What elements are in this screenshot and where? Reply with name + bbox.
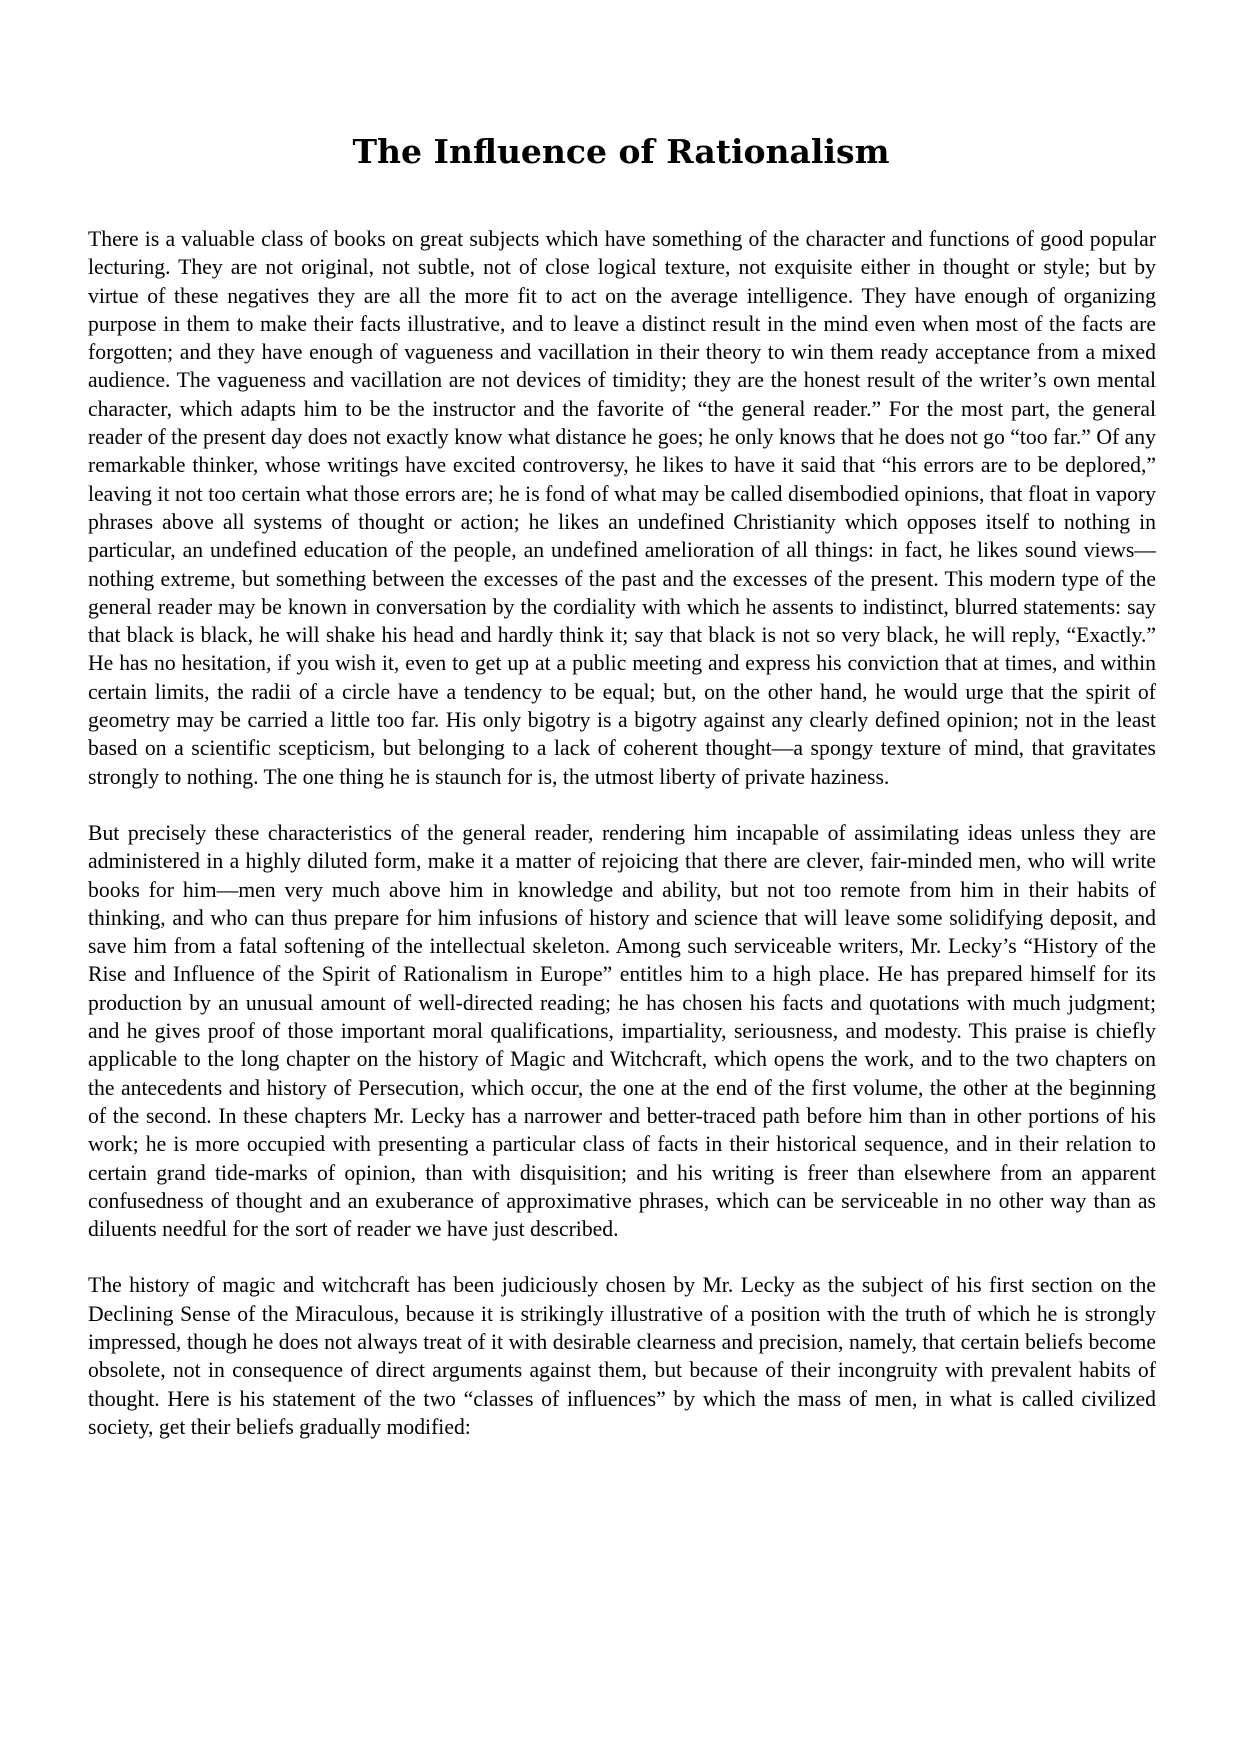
paragraph-2: But precisely these characteristics of the general reader, rendering him incapable of assimilating ideas unless they are administered in a highly diluted form, make it a matter of rejoicing that there are clever, fair-minded men, who will write books for him—men very much above him in knowledge and ability, but not too remote from him in their habits of thinking, and who can thus prepare for him infusions of history and science that will leave some solidifying deposit, and save him from a fatal softening of the intellectual skeleton. Among such serviceable writers, Mr. Lecky’s “History of the Rise and Influence of the Spirit of Rationalism in Europe” entitles him to a high place. He has prepared himself for its production by an unusual amount of well-directed reading; he has chosen his facts and quotations with much judgment; and he gives proof of those important moral qualifications, impartiality, seriousness, and modesty. This praise is chiefly applicable to the long chapter on the history of Magic and Witchcraft, which opens the work, and to the two chapters on the antecedents and history of Persecution, which occur, the one at the end of the first volume, the other at the beginning of the second. In these chapters Mr. Lecky has a narrower and better-traced path before him than in other portions of his work; he is more occupied with presenting a particular class of facts in their historical sequence, and in their relation to certain grand tide-marks of opinion, than with disquisition; and his writing is freer than elsewhere from an apparent confusedness of thought and an exuberance of approximative phrases, which can be serviceable in no other way than as diluents needful for the sort of reader we have just described. bbox=[88, 820, 1156, 1242]
document-body bbox=[88, 225, 1156, 1469]
page-title: The Influence of Rationalism bbox=[352, 132, 890, 171]
paragraph-3: The history of magic and witchcraft has been judiciously chosen by Mr. Lecky as the subject of his first section on the Declining Sense of the Miraculous, because it is strikingly illustrative of a position with the truth of which he is strongly impressed, though he does not always treat of it with desirable clearness and precision, namely, that certain beliefs become obsolete, not in consequence of direct arguments against them, but because of their incongruity with prevalent habits of thought. Here is his statement of the two “classes of influences” by which the mass of men, in what is called civilized society, get their beliefs gradually modified: bbox=[88, 1273, 1156, 1439]
paragraph-1: There is a valuable class of books on great subjects which have something of the character and functions of good popular lecturing. They are not original, not subtle, not of close logical texture, not exquisite either in thought or style; but by virtue of these negatives they are all the more fit to act on the average intelligence. They have enough of organizing purpose in them to make their facts illustrative, and to leave a distinct result in the mind even when most of the facts are forgotten; and they have enough of vagueness and vacillation in their theory to win them ready acceptance from a mixed audience. The vagueness and vacillation are not devices of timidity; they are the honest result of the writer’s own mental character, which adapts him to be the instructor and the favorite of “the general reader.” For the most part, the general reader of the present day does not exactly know what distance he goes; he only knows that he does not go “too far.” Of any remarkable thinker, whose writings have excited controversy, he likes to have it said that “his errors are to be deplored,” leaving it not too certain what those errors are; he is fond of what may be called disembodied opinions, that float in vapory phrases above all systems of thought or action; he likes an undefined Christianity which opposes itself to nothing in particular, an undefined education of the people, an undefined amelioration of all things: in fact, he likes sound views—nothing extreme, but something between the excesses of the past and the excesses of the present. This modern type of the general reader may be known in conversation by the cordiality with which he assents to indistinct, blurred statements: say that black is black, he will shake his head and hardly think it; say that black is not so very black, he will reply, “Exactly.” He has no hesitation, if you wish it, even to get up at a public meeting and express his conviction that at times, and within certain limits, the radii of a circle have a tendency to be equal; but, on the other hand, he would urge that the spirit of geometry may be carried a little too far. His only bigotry is a bigotry against any clearly defined opinion; not in the least based on a scientific scepticism, but belonging to a lack of coherent thought—a spongy texture of mind, that gravitates strongly to nothing. The one thing he is staunch for is, the utmost liberty of private haziness. bbox=[88, 227, 1156, 789]
